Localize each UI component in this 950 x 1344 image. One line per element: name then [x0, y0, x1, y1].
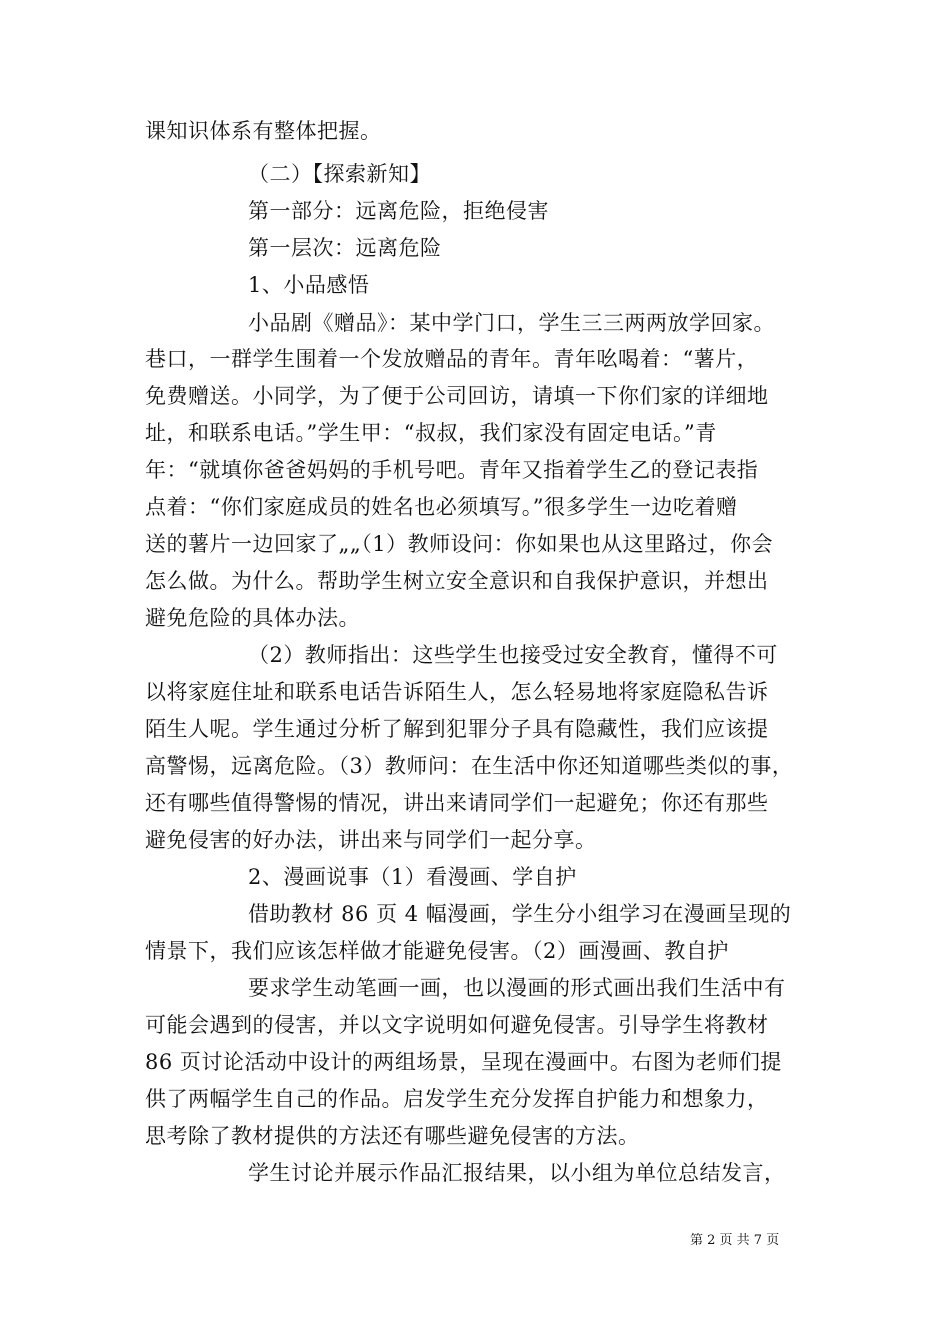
text-line: 86 页讨论活动中设计的两组场景，呈现在漫画中。右图为老师们提	[145, 1050, 782, 1074]
text-line: 还有哪些值得警惕的情况，讲出来请同学们一起避免；你还有那些	[145, 791, 769, 815]
text-line: 免费赠送。小同学，为了便于公司回访，请填一下你们家的详细地	[145, 384, 769, 408]
text-line: 要求学生动笔画一画，也以漫画的形式画出我们生活中有	[248, 976, 786, 1000]
text-line: 怎么做。为什么。帮助学生树立安全意识和自我保护意识，并想出	[145, 569, 769, 593]
text-line: 址，和联系电话。”学生甲：“叔叔，我们家没有固定电话。”青	[145, 421, 717, 445]
text-line: 学生讨论并展示作品汇报结果，以小组为单位总结发言，	[248, 1161, 786, 1185]
text-line: 陌生人呢。学生通过分析了解到犯罪分子具有隐藏性，我们应该提	[145, 717, 769, 741]
item-heading: 1、小品感悟	[248, 273, 370, 297]
text-line: 点着：“你们家庭成员的姓名也必须填写。”很多学生一边吃着赠	[145, 495, 738, 519]
text-line: 课知识体系有整体把握。	[145, 119, 382, 143]
item-heading: 2、漫画说事（1）看漫画、学自护	[248, 865, 577, 889]
page-number: 第 2 页 共 7 页	[690, 1233, 780, 1248]
section-heading: （二）【探索新知】	[248, 162, 431, 186]
text-line: 供了两幅学生自己的作品。启发学生充分发挥自护能力和想象力，	[145, 1087, 769, 1111]
text-line: 以将家庭住址和联系电话告诉陌生人，怎么轻易地将家庭隐私告诉	[145, 680, 769, 704]
text-line: 小品剧《赠品》：某中学门口，学生三三两两放学回家。	[248, 311, 775, 335]
text-line: 思考除了教材提供的方法还有哪些避免侵害的方法。	[145, 1124, 640, 1148]
text-line: （2）教师指出：这些学生也接受过安全教育，懂得不可	[248, 643, 778, 667]
text-line: 借助教材 86 页 4 幅漫画，学生分小组学习在漫画呈现的	[248, 902, 792, 926]
part-heading: 第一部分：远离危险，拒绝侵害	[248, 199, 549, 223]
text-line: 年：“就填你爸爸妈妈的手机号吧。青年又指着学生乙的登记表指	[145, 458, 759, 482]
text-line: 避免侵害的好办法，讲出来与同学们一起分享。	[145, 828, 597, 852]
text-line: 情景下，我们应该怎样做才能避免侵害。（2）画漫画、教自护	[145, 939, 729, 963]
text-line: 可能会遇到的侵害，并以文字说明如何避免侵害。引导学生将教材	[145, 1013, 769, 1037]
text-line: 巷口，一群学生围着一个发放赠品的青年。青年吆喝着：“薯片，	[145, 347, 759, 371]
text-line: 高警惕，远离危险。（3）教师问：在生活中你还知道哪些类似的事，	[145, 754, 794, 778]
level-heading: 第一层次：远离危险	[248, 236, 442, 260]
text-line: 避免危险的具体办法。	[145, 606, 360, 630]
text-line: 送的薯片一边回家了„„（1）教师设问：你如果也从这里路过，你会	[145, 532, 774, 556]
